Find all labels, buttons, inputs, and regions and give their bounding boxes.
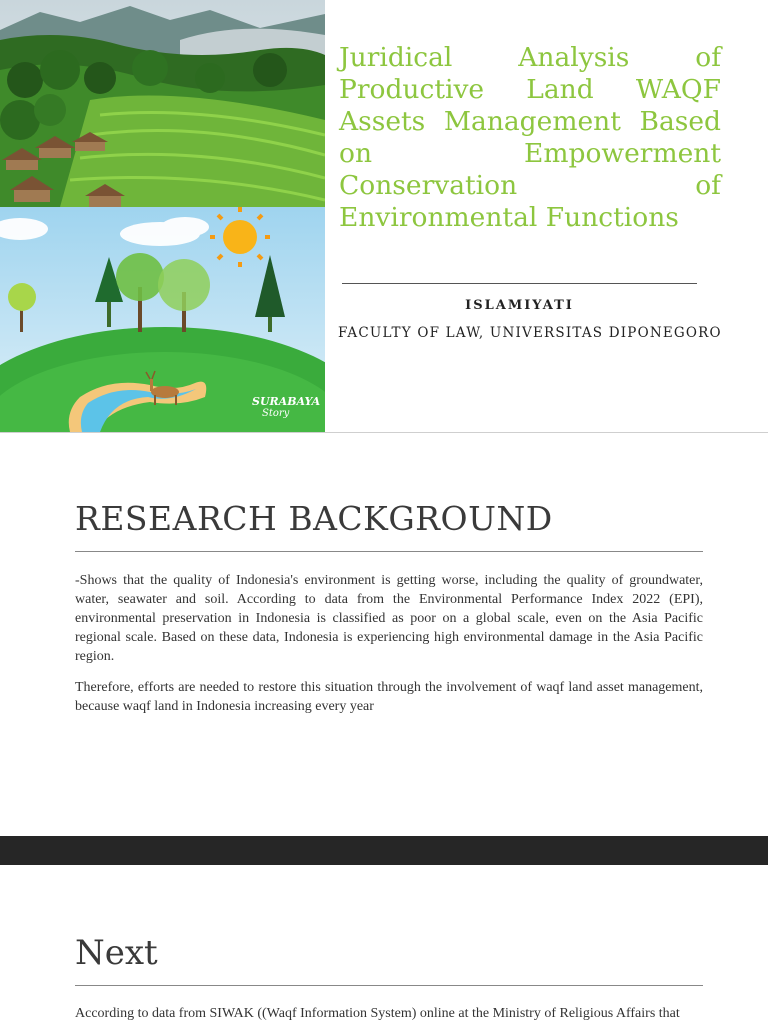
- author-affiliation: FACULTY OF LAW, UNIVERSITAS DIPONEGORO: [338, 325, 722, 341]
- slide-gap-bar: [0, 836, 768, 865]
- watermark-text-2: Story: [262, 408, 290, 419]
- rice-terrace-photo: [0, 0, 325, 207]
- slide-heading: Next: [75, 933, 158, 973]
- title-divider: [342, 283, 697, 284]
- heading-rule: [75, 551, 703, 552]
- slide-heading: RESEARCH BACKGROUND: [75, 499, 553, 538]
- research-background-slide: [0, 433, 768, 836]
- next-slide: [0, 865, 768, 1024]
- earth-illustration: [0, 207, 325, 432]
- author-name: ISLAMIYATI: [465, 298, 574, 313]
- title-slide: [0, 0, 768, 432]
- background-paragraph-2: Therefore, efforts are needed to restore this situation through the involvement of waqf land asset management, because waqf land in Indonesia increasing every year: [75, 680, 703, 714]
- background-paragraph-1: -Shows that the quality of Indonesia's environment is getting worse, including the quality of groundwater, water, seawater and soil. According to data from the Environmental Performance Index 2022 (EPI), environmental preservation in Indonesia is classified as poor on a global scale, even on the Asia Pacific regional scale. Based on these data, Indonesia is experiencing high environmental damage in the Asia Pacific region.: [75, 573, 703, 664]
- green-earth-image: [0, 207, 325, 432]
- presentation-title: Juridical Analysis of Productive Land WAQF Assets Management Based on Empowerment Conservation of Environmental Functions: [339, 42, 721, 233]
- next-paragraph-1: According to data from SIWAK ((Waqf Information System) online at the Ministry of Religious Affairs that: [75, 1006, 680, 1021]
- heading-rule: [75, 985, 703, 986]
- rice-terrace-image: [0, 0, 325, 207]
- watermark-text: SURABAYA: [252, 395, 321, 408]
